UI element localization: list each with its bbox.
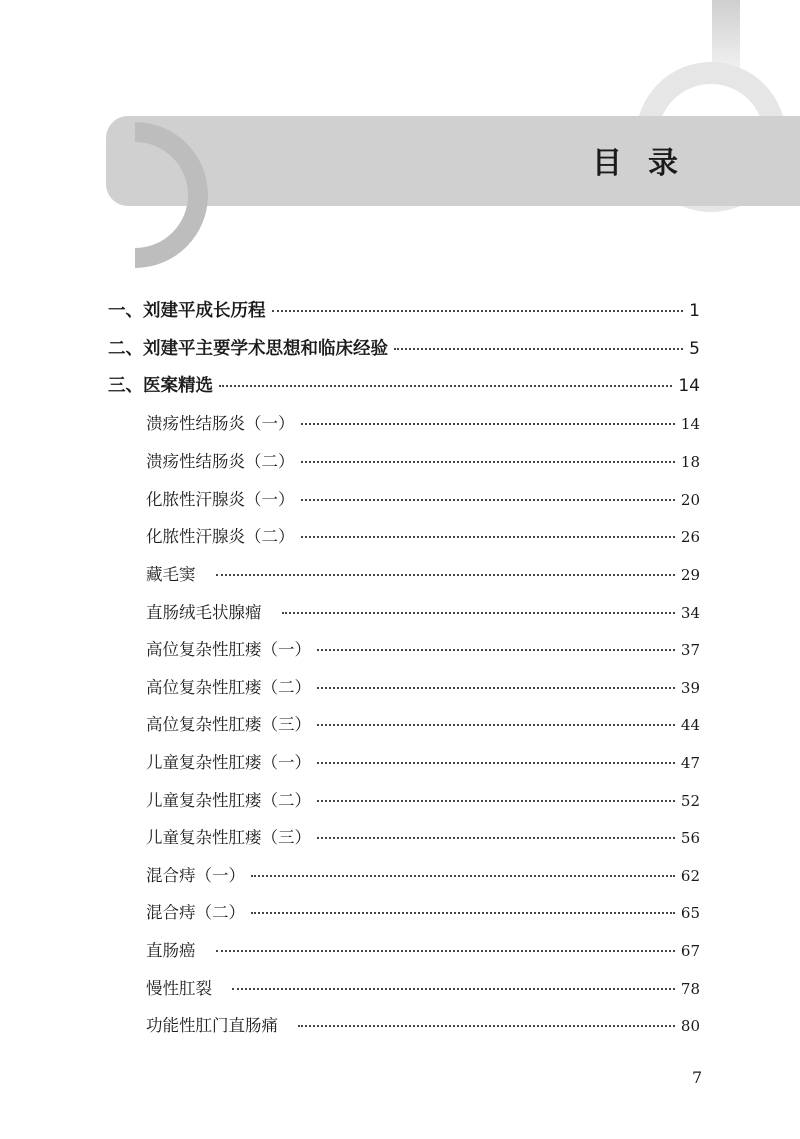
toc-entry-page: 20 (680, 491, 700, 509)
toc-entry-case[interactable] (146, 975, 700, 1005)
toc-entry-title: 三、医案精选 (108, 376, 213, 396)
toc-entry-title: 化脓性汗腺炎（一） (146, 490, 295, 509)
toc-entry-page: 52 (680, 792, 700, 810)
toc-entry-page: 34 (680, 604, 700, 622)
toc-entry-page: 14 (680, 415, 700, 433)
toc-entry-case[interactable] (146, 711, 700, 741)
toc-entry-title: 二、刘建平主要学术思想和临床经验 (108, 339, 388, 359)
toc-entry-page: 37 (680, 641, 700, 659)
toc-entry-case[interactable] (146, 636, 700, 666)
toc-entry-page: 29 (680, 566, 700, 584)
toc-entry-case[interactable] (146, 486, 700, 516)
toc-entry-title: 直肠癌 (146, 941, 196, 960)
toc-entry-page: 5 (689, 339, 700, 359)
toc-entry-title: 高位复杂性肛瘘（三） (146, 715, 311, 734)
page-number: 7 (692, 1068, 703, 1087)
leader-dots (272, 310, 684, 312)
toc-entry-page: 44 (680, 716, 700, 734)
leader-dots (301, 461, 675, 463)
leader-dots (317, 800, 675, 802)
leader-dots (232, 988, 675, 990)
toc-entry-page: 14 (678, 376, 700, 396)
toc-entry-page: 62 (680, 867, 700, 885)
toc-entry-title: 高位复杂性肛瘘（一） (146, 640, 311, 659)
toc-entry-title: 儿童复杂性肛瘘（二） (146, 791, 311, 810)
toc-entry-case[interactable] (146, 674, 700, 704)
toc-entry-case[interactable] (146, 899, 700, 929)
leader-dots (317, 687, 675, 689)
toc-entry-title: 混合痔（一） (146, 866, 245, 885)
decorative-ring-left (62, 122, 208, 268)
toc-entry-title: 溃疡性结肠炎（一） (146, 414, 295, 433)
toc-entry-title: 功能性肛门直肠痛 (146, 1016, 278, 1035)
leader-dots (251, 875, 675, 877)
toc-entry-page: 1 (689, 301, 700, 321)
toc-entry-main[interactable] (108, 335, 700, 365)
leader-dots (216, 574, 675, 576)
toc-entry-page: 67 (680, 942, 700, 960)
toc-entry-page: 78 (680, 980, 700, 998)
toc-entry-main[interactable] (108, 297, 700, 327)
toc-entry-title: 一、刘建平成长历程 (108, 301, 266, 321)
toc-entry-page: 47 (680, 754, 700, 772)
leader-dots (317, 762, 675, 764)
leader-dots (317, 837, 675, 839)
toc-entry-case[interactable] (146, 787, 700, 817)
leader-dots (301, 499, 675, 501)
leader-dots (219, 385, 672, 387)
leader-dots (317, 724, 675, 726)
toc-entry-page: 18 (680, 453, 700, 471)
toc-entry-page: 39 (680, 679, 700, 697)
toc-entry-title: 混合痔（二） (146, 903, 245, 922)
toc-entry-title: 藏毛窦 (146, 565, 196, 584)
toc-entry-title: 化脓性汗腺炎（二） (146, 527, 295, 546)
toc-entry-title: 高位复杂性肛瘘（二） (146, 678, 311, 697)
toc-entry-page: 80 (680, 1017, 700, 1035)
toc-entry-case[interactable] (146, 599, 700, 629)
leader-dots (317, 649, 675, 651)
leader-dots (298, 1025, 675, 1027)
toc-entry-title: 儿童复杂性肛瘘（一） (146, 753, 311, 772)
page-title: 目录 (592, 146, 704, 181)
leader-dots (301, 423, 675, 425)
toc-entry-case[interactable] (146, 824, 700, 854)
toc-entry-case[interactable] (146, 523, 700, 553)
toc-entry-page: 65 (680, 904, 700, 922)
leader-dots (394, 348, 683, 350)
leader-dots (301, 536, 675, 538)
toc-entry-case[interactable] (146, 1012, 700, 1042)
toc-entry-case[interactable] (146, 862, 700, 892)
leader-dots (216, 950, 675, 952)
toc-entry-case[interactable] (146, 410, 700, 440)
toc-entry-title: 溃疡性结肠炎（二） (146, 452, 295, 471)
toc-entry-page: 26 (680, 528, 700, 546)
toc-entry-main[interactable] (108, 372, 700, 402)
toc-entry-case[interactable] (146, 937, 700, 967)
toc-entry-case[interactable] (146, 561, 700, 591)
toc-entry-title: 儿童复杂性肛瘘（三） (146, 828, 311, 847)
toc-entry-page: 56 (680, 829, 700, 847)
toc-entry-case[interactable] (146, 448, 700, 478)
toc-entry-title: 直肠绒毛状腺瘤 (146, 603, 262, 622)
leader-dots (251, 912, 675, 914)
toc-entry-case[interactable] (146, 749, 700, 779)
leader-dots (282, 612, 675, 614)
toc-entry-title: 慢性肛裂 (146, 979, 212, 998)
